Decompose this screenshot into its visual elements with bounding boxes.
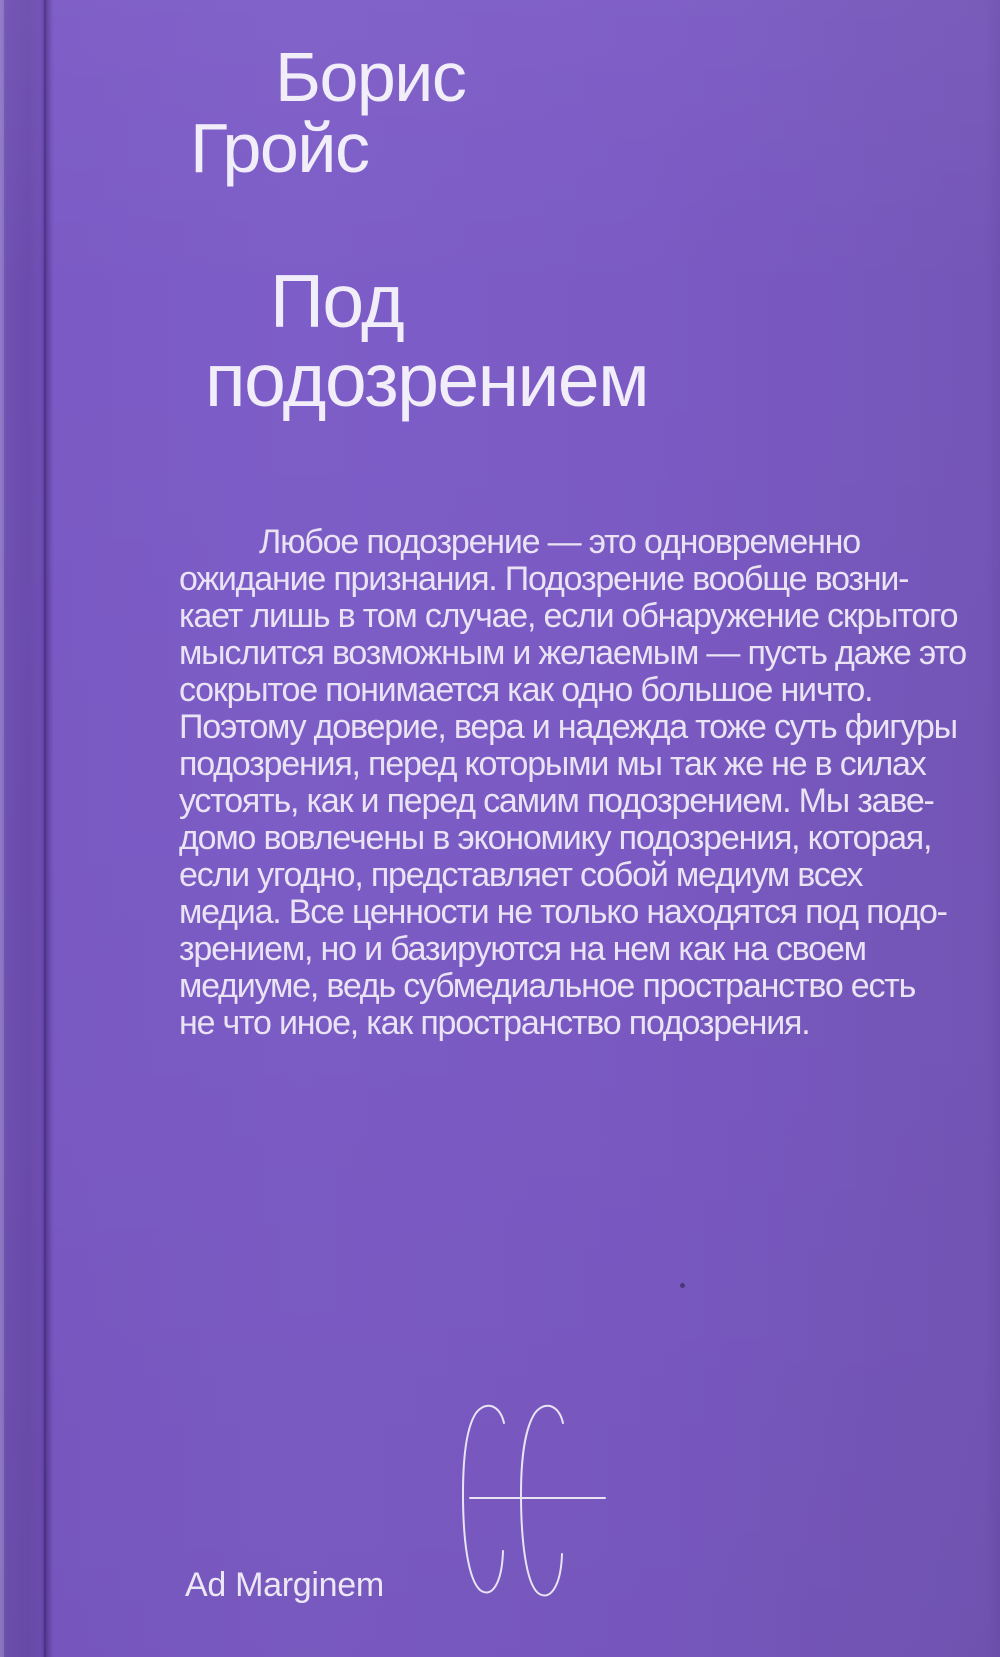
annotation <box>179 524 966 1042</box>
annotation-line: сокрытое понимается как одно большое ничто. <box>179 671 873 709</box>
annotation-line: медиуме, ведь субмедиальное пространство есть <box>179 967 916 1005</box>
book-title <box>205 259 649 422</box>
annotation-line: медиа. Все ценности не только находятся под подо- <box>179 893 947 931</box>
annotation-line: устоять, как и перед самим подозрением. Мы заве- <box>179 782 934 820</box>
dust-speck <box>680 1283 685 1288</box>
publisher-name: Ad Marginem <box>185 1566 384 1604</box>
author-line-2: Гройс <box>190 109 369 187</box>
page-edge <box>0 0 4 1657</box>
annotation-line: кает лишь в том случае, если обнаружение скрытого <box>179 597 958 635</box>
annotation-line: Поэтому доверие, вера и надежда тоже суть фигуры <box>179 708 957 746</box>
title-line-1: Под <box>270 259 404 343</box>
annotation-line: домо вовлечены в экономику подозрения, которая, <box>179 819 932 857</box>
ad-marginem-logo-icon <box>461 1399 607 1601</box>
annotation-line: подозрения, перед которыми мы так же не в силах <box>179 745 926 783</box>
annotation-line: зрением, но и базируются на нем как на своем <box>179 930 866 968</box>
author-line-1: Борис <box>275 38 466 116</box>
annotation-line: ожидание признания. Подозрение вообще возни- <box>179 560 909 598</box>
annotation-line: не что иное, как пространство подозрения. <box>179 1004 810 1042</box>
annotation-line: если угодно, представляет собой медиум всех <box>179 856 863 894</box>
spine-crease <box>44 0 46 1657</box>
annotation-line: мыслится возможным и желаемым — пусть даже это <box>179 634 966 672</box>
book-author <box>190 38 466 187</box>
annotation-line: Любое подозрение — это одновременно <box>259 523 860 561</box>
title-line-2: подозрением <box>205 338 649 422</box>
